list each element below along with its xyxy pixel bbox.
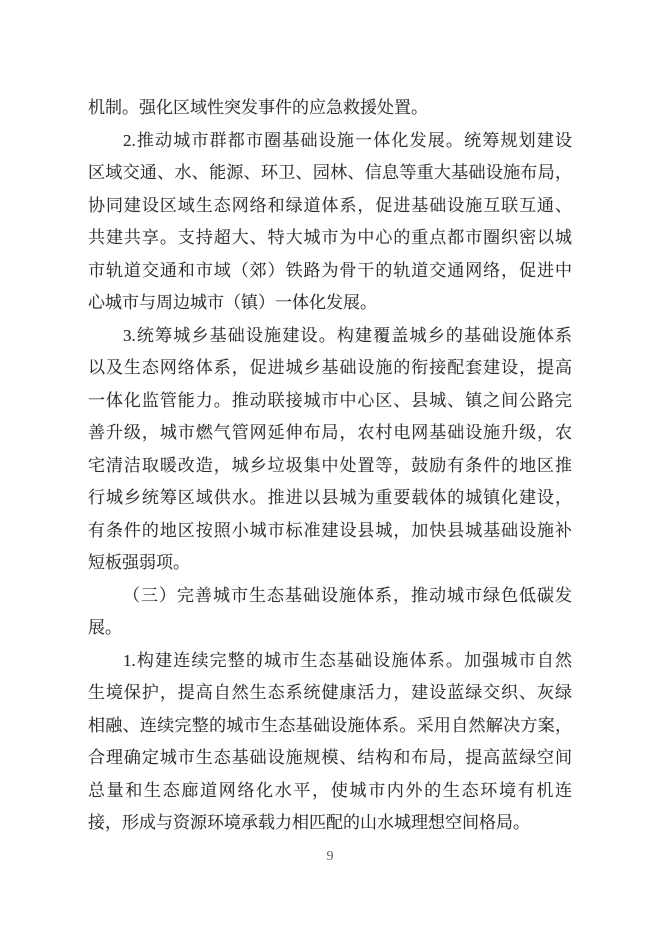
text-line: 行城乡统筹区域供水。推进以县城为重要载体的城镇化建设， bbox=[88, 488, 572, 507]
text-line: 一体化监管能力。推动联接城市中心区、县城、镇之间公路完 bbox=[88, 390, 572, 410]
text-line: 3.统筹城乡基础设施建设。构建覆盖城乡的基础设施体系 bbox=[123, 325, 572, 345]
text-line: 相融、连续完整的城市生态基础设施体系。采用自然解决方案， bbox=[88, 715, 572, 735]
text-line: 展。 bbox=[88, 618, 122, 637]
text-line: 接，形成与资源环境承载力相匹配的山水城理想空间格局。 bbox=[88, 813, 530, 832]
document-body bbox=[88, 92, 572, 840]
text-line: 心城市与周边城市（镇）一体化发展。 bbox=[88, 293, 377, 312]
text-line: 生境保护，提高自然生态系统健康活力，建设蓝绿交织、灰绿 bbox=[88, 683, 572, 702]
text-line: 2.推动城市群都市圈基础设施一体化发展。统筹规划建设 bbox=[123, 130, 572, 150]
text-line: 短板强弱项。 bbox=[88, 553, 190, 572]
text-line: 有条件的地区按照小城市标准建设县城，加快县城基础设施补 bbox=[88, 520, 572, 540]
text-line: 区域交通、水、能源、环卫、园林、信息等重大基础设施布局， bbox=[88, 163, 572, 182]
page-number: 9 bbox=[326, 849, 334, 864]
text-line: 总量和生态廊道网络化水平，使城市内外的生态环境有机连 bbox=[88, 780, 572, 800]
text-line: 合理确定城市生态基础设施规模、结构和布局，提高蓝绿空间 bbox=[88, 748, 572, 767]
text-line: （三）完善城市生态基础设施体系，推动城市绿色低碳发 bbox=[123, 585, 572, 605]
text-line: 市轨道交通和市域（郊）铁路为骨干的轨道交通网络，促进中 bbox=[88, 260, 572, 280]
text-line: 共建共享。支持超大、特大城市为中心的重点都市圈织密以城 bbox=[88, 228, 572, 247]
text-line: 机制。强化区域性突发事件的应急救援处置。 bbox=[88, 98, 428, 117]
text-line: 宅清洁取暖改造，城乡垃圾集中处置等，鼓励有条件的地区推 bbox=[88, 455, 572, 475]
text-line: 1.构建连续完整的城市生态基础设施体系。加强城市自然 bbox=[123, 650, 572, 670]
text-line: 协同建设区域生态网络和绿道体系，促进基础设施互联互通、 bbox=[88, 195, 572, 215]
text-line: 善升级，城市燃气管网延伸布局，农村电网基础设施升级，农 bbox=[88, 423, 572, 442]
text-line: 以及生态网络体系，促进城乡基础设施的衔接配套建设，提高 bbox=[88, 358, 572, 377]
